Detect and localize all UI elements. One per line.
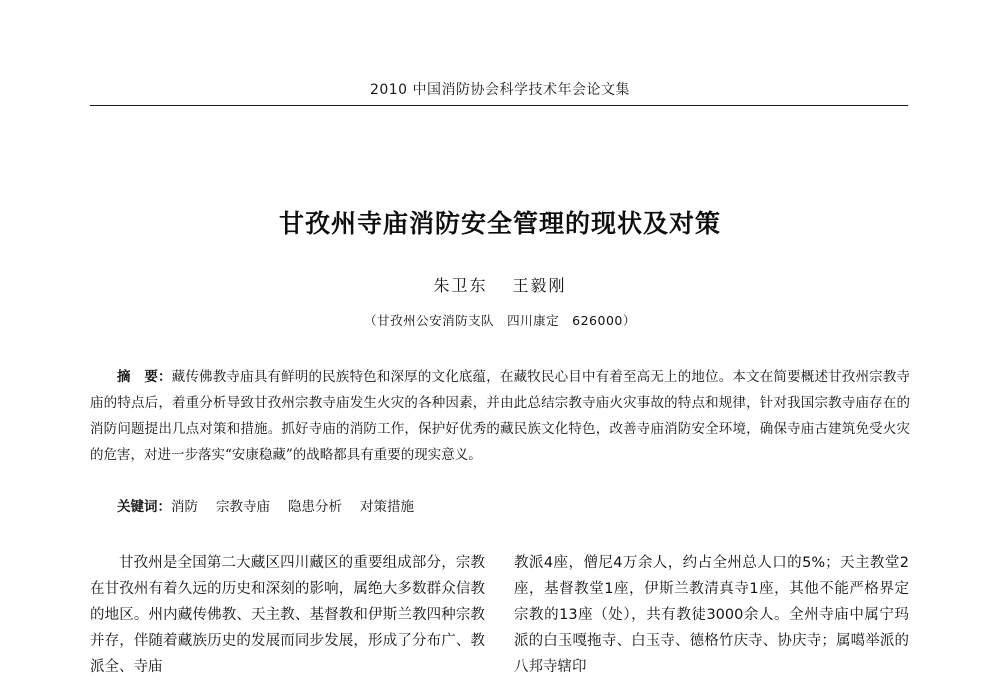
keyword: 宗教寺庙 (216, 499, 270, 515)
keywords (90, 494, 910, 520)
body-paragraph: 教派4座，僧尼4万余人，约占全州总人口的5%；天主教堂2座，基督教堂1座，伊斯兰教清真寺1座，其他不能严格界定宗教的13座（处），共有教徒3000余人。全州寺庙中属宁玛派的白玉嘎拖寺、白玉寺、德格竹庆寺、协庆寺；属噶举派的八邦寺辖印 (514, 555, 909, 675)
keyword: 隐患分析 (288, 499, 342, 515)
keywords-label: 关键词： (117, 499, 171, 515)
body-column-left (90, 550, 485, 680)
abstract-paragraph (90, 364, 910, 468)
abstract-text: 藏传佛教寺庙具有鲜明的民族特色和深厚的文化底蕴，在藏牧民心目中有着至高无上的地位。本文在简要概述甘孜州宗教寺庙的特点后，着重分析导致甘孜州宗教寺庙发生火灾的各种因素，并由此总结宗教寺庙火灾事故的特点和规律，针对我国宗教寺庙存在的消防问题提出几点对策和措施。抓好寺庙的消防工作，保护好优秀的藏民族文化特色，改善寺庙消防安全环境，确保寺庙古建筑免受火灾的危害，对进一步落实“安康稳藏”的战略都具有重要的现实意义。 (90, 369, 910, 463)
affiliation: （甘孜州公安消防支队 四川康定 626000） (364, 313, 636, 328)
paper-title: 甘孜州寺庙消防安全管理的现状及对策 (278, 209, 721, 238)
keyword: 对策措施 (360, 499, 414, 515)
keyword: 消防 (171, 499, 198, 515)
body-paragraph: 甘孜州是全国第二大藏区四川藏区的重要组成部分，宗教在甘孜州有着久远的历史和深刻的影响，属绝大多数群众信教的地区。州内藏传佛教、天主教、基督教和伊斯兰教四种宗教并存，伴随着藏族历史的发展而同步发展，形成了分布广、教派全、寺庙 (90, 555, 485, 675)
running-header: 2010 中国消防协会科学技术年会论文集 (369, 82, 631, 98)
abstract (90, 364, 910, 468)
abstract-label: 摘 要： (117, 369, 172, 385)
authors: 朱卫东 王毅刚 (433, 276, 567, 295)
body-column-right (514, 550, 909, 680)
header-rule (90, 105, 908, 106)
